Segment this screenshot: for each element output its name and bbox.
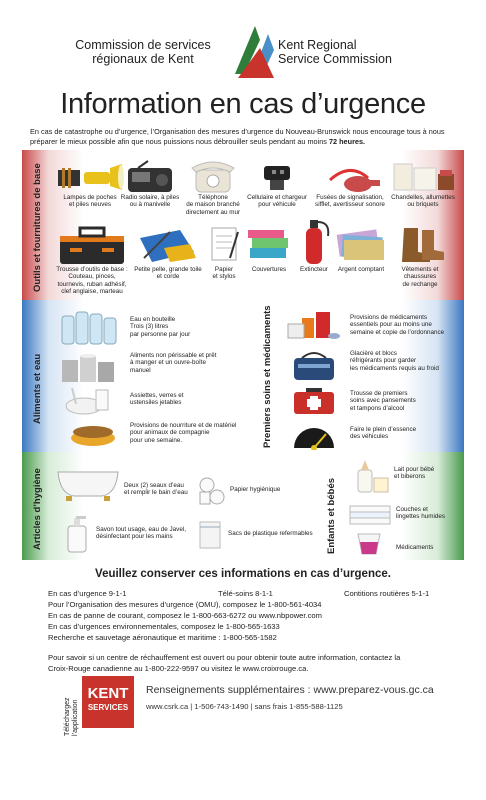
caption-line: chaussures (403, 273, 437, 281)
radio-icon (118, 160, 182, 194)
closing-title: Veuillez conserver ces informations en cas d’urgence. (95, 568, 391, 580)
caption-line: Petite pelle, grande toile (134, 266, 202, 273)
tool-item-whistle (310, 160, 390, 209)
caption-line: Téléphone (198, 194, 228, 201)
caption-line: désinfectant pour les mains (96, 533, 173, 541)
intro-paragraph (30, 127, 462, 147)
caption-line: directement au mur (185, 208, 241, 216)
hygiene-caption-bags (228, 530, 313, 537)
tool-item-extinguisher (292, 216, 336, 273)
soap-icon (62, 514, 92, 554)
firstaid-caption-cooler (350, 350, 439, 372)
tool-item-toolbox (50, 222, 134, 296)
tool-caption (292, 266, 336, 273)
download-app-label (64, 674, 80, 740)
tool-item-charger (240, 160, 314, 209)
caption-line: clef anglaise, marteau (61, 288, 123, 296)
toilet-paper-icon (196, 474, 228, 508)
caption-line: Argent comptant (337, 266, 385, 273)
tool-caption (332, 266, 390, 273)
page-title: Information en cas d’urgence (60, 88, 426, 120)
download-line1: Téléchargez (64, 697, 71, 736)
pet-food-icon (66, 418, 120, 448)
services-logo-word: SERVICES (87, 703, 129, 712)
medicine-cup-icon (352, 530, 386, 556)
caption-line: et stylos (212, 273, 236, 281)
hygiene-caption-tp (230, 486, 280, 493)
header-org-en (278, 38, 448, 66)
intro-text: En cas de catastrophe ou d’urgence, l’Organisation des mesures d’urgence du Nouveau-Brunswick nous encourage tous à nous préparer le mieux possible afin que nous puissions nous débrouiller seuls pendant au moins (30, 127, 445, 146)
tool-item-boots (390, 222, 450, 288)
tool-caption (178, 194, 248, 216)
car-charger-icon (240, 160, 314, 194)
caption-line: Extincteur (300, 266, 328, 273)
caption-line: semaine et copie de l’ordonnance (350, 328, 445, 336)
caption-line: Trois (3) litres (130, 323, 169, 331)
tool-item-radio (118, 160, 182, 209)
canned-food-icon (56, 348, 124, 386)
caption-line: Vêtements et (401, 266, 439, 273)
caption-line: soins avec pansements (350, 397, 416, 405)
caption-line: lingettes humides (396, 513, 446, 521)
tool-item-cash (332, 222, 390, 273)
caption-line: Provisions de médicaments (350, 314, 427, 321)
caption-line: réfrigérants pour garder (350, 357, 417, 365)
caption-line: pour véhicule (258, 201, 296, 209)
children-caption-meds (396, 544, 433, 551)
caption-line: et remplir le bain d’eau (124, 489, 188, 497)
water-bottles-icon (56, 306, 124, 346)
tool-caption (50, 266, 134, 296)
caption-line: Provisions de nourriture et de matériel (130, 422, 237, 429)
food-caption-water (130, 316, 190, 338)
tool-item-paper (204, 222, 244, 281)
intro-bold: 72 heures. (328, 137, 366, 146)
ksrc-logo-icon (230, 22, 280, 80)
caption-line: et piles neuves (68, 201, 111, 209)
caption-line: de rechange (402, 280, 438, 288)
header-right-line2: Service Commission (278, 52, 392, 66)
flashlight-icon (54, 160, 126, 194)
caption-line: Sacs de plastique refermables (228, 530, 313, 537)
caption-line: Lait pour bébé (394, 466, 435, 473)
caption-line: manuel (130, 366, 151, 374)
caption-line: par personne par jour (130, 330, 191, 338)
caption-line: Deux (2) seaux d’eau (124, 482, 184, 489)
kent-logo-word: KENT (87, 685, 129, 702)
power-outage-line: En cas de panne de courant, composez le 1-800-663-6272 ou www.nbpower.com (48, 611, 322, 620)
blankets-icon (242, 222, 296, 266)
caption-line: Trousse d’outils de base : (56, 266, 128, 273)
caption-line: Radio solaire, à piles (120, 194, 180, 201)
tool-caption (310, 194, 390, 209)
tool-caption (204, 266, 244, 281)
caption-line: Trousse de premiers (350, 390, 408, 397)
caption-line: et biberons (394, 473, 426, 481)
header-left-line2: régionaux de Kent (92, 52, 194, 66)
search-rescue-line: Recherche et sauvetage aéronautique et maritime : 1-800-565-1582 (48, 633, 277, 642)
section-label-children: Enfants et bébés (326, 477, 337, 554)
diapers-icon (346, 498, 394, 528)
tool-caption (384, 194, 462, 209)
cash-icon (332, 222, 390, 266)
extinguisher-icon (292, 216, 336, 266)
whistle-icon (310, 160, 390, 194)
caption-line: Fusées de signalisation, (316, 194, 384, 201)
caption-line: ou briquets (407, 201, 439, 209)
caption-line: de maison branché (186, 201, 240, 209)
header-right-line1: Kent Regional (278, 38, 357, 52)
section-label-firstaid: Premiers soins et médicaments (262, 305, 273, 448)
download-line2: l’application (72, 699, 79, 736)
tool-caption (390, 266, 450, 288)
caption-line: ustensiles jetables (130, 399, 182, 407)
environmental-line: En cas d’urgences environnementales, composez le 1-800-565-1633 (48, 622, 280, 631)
tool-item-blankets (242, 222, 296, 273)
tool-caption (118, 194, 182, 209)
caption-line: Glacière et blocs (350, 350, 397, 357)
kent-services-logo[interactable] (82, 676, 134, 728)
caption-line: pour animaux de compagnie (130, 429, 210, 437)
caption-line: Cellulaire et chargeur (247, 194, 307, 201)
fuel-gauge-icon (288, 420, 340, 450)
caption-line: Eau en bouteille (130, 316, 176, 323)
toolbox-icon (50, 222, 134, 266)
food-caption-pet (130, 422, 236, 444)
dishes-icon (62, 384, 118, 418)
caption-line: sifflet, avertisseur sonore (315, 201, 385, 209)
tool-item-telephone (178, 156, 248, 216)
candles-icon (384, 156, 462, 194)
first-aid-kit-icon (288, 384, 340, 416)
cooler-icon (288, 348, 340, 382)
section-label-tools: Outils et fournitures de base (32, 163, 43, 292)
telephone-icon (178, 156, 248, 194)
caption-line: Médicaments (396, 544, 434, 551)
tool-caption (242, 266, 296, 273)
caption-line: Papier hygiénique (230, 486, 281, 493)
redcross-line2: Croix-Rouge canadienne au 1-800-222-9597 ou visitez le www.croixrouge.ca. (48, 664, 309, 673)
paper-pen-icon (204, 222, 244, 266)
baby-bottle-icon (348, 458, 392, 494)
firstaid-caption-kit (350, 390, 416, 412)
caption-line: et tampons d’alcool (350, 404, 405, 412)
food-caption-canned (130, 352, 216, 374)
more-info-line[interactable]: Renseignements supplémentaires : www.preparez-vous.gc.ca (146, 684, 434, 696)
caption-line: Savon tout usage, eau de Javel, (96, 526, 186, 533)
tarp-icon (130, 222, 206, 266)
food-caption-dishes (130, 392, 184, 407)
caption-line: les médicaments requis au froid (350, 364, 439, 372)
caption-line: des véhicules (350, 433, 389, 441)
caption-line: et corde (156, 273, 180, 281)
firstaid-caption-fuel (350, 426, 416, 441)
caption-line: Aliments non périssable et prêt (130, 352, 217, 359)
section-label-food: Aliments et eau (32, 353, 43, 424)
boots-icon (390, 222, 450, 266)
omu-line: Pour l’Organisation des mesures d’urgence (OMU), composez le 1-800-561-4034 (48, 600, 322, 609)
caption-line: tournevis, ruban adhésif, (57, 280, 127, 288)
caption-line: Lampes de poches (63, 194, 117, 201)
tool-item-candles (384, 156, 462, 209)
caption-line: ou à manivelle (129, 201, 171, 209)
road-conditions-511: Contitions routières 5-1-1 (344, 589, 430, 598)
caption-line: Assiettes, verres et (130, 392, 184, 399)
caption-line: à manger et un ouvre-boîte (130, 359, 206, 367)
tool-item-tarp (130, 222, 206, 281)
caption-line: Faire le plein d’essence (350, 426, 417, 433)
bathtub-icon (52, 458, 124, 502)
tool-caption (240, 194, 314, 209)
tool-caption (130, 266, 206, 281)
caption-line: Papier (214, 266, 234, 273)
caption-line: Couvertures (251, 266, 287, 273)
header-left-line1: Commission de services (75, 38, 211, 52)
plastic-bags-icon (196, 518, 224, 550)
emergency-911: En cas d’urgence 9-1-1 (48, 589, 127, 598)
medication-icon (282, 306, 344, 342)
header-org-fr (60, 38, 226, 66)
tool-item-flashlight (54, 160, 126, 209)
section-label-hygiene: Articles d’hygiène (32, 468, 43, 550)
firstaid-caption-meds (350, 314, 444, 336)
caption-line: Couches et (396, 506, 428, 513)
caption-line: Couteau, pinces, (68, 273, 116, 281)
redcross-line1: Pour savoir si un centre de réchauffement est ouvert ou pour obtenir toute autre information, contactez la (48, 653, 401, 662)
telesoins-811: Télé-soins 8-1-1 (218, 589, 273, 598)
hygiene-caption-soap (96, 526, 186, 541)
caption-line: Chandelles, allumettes (391, 194, 455, 201)
tool-caption (54, 194, 126, 209)
caption-line: pour une semaine. (130, 436, 183, 444)
hygiene-caption-bath (124, 482, 188, 497)
children-caption-milk (394, 466, 434, 481)
children-caption-diapers (396, 506, 445, 521)
contact-line[interactable]: www.csrk.ca | 1-506-743-1490 | sans frais 1-855-588-1125 (146, 702, 343, 711)
caption-line: essentiels pour au moins une (350, 321, 432, 329)
